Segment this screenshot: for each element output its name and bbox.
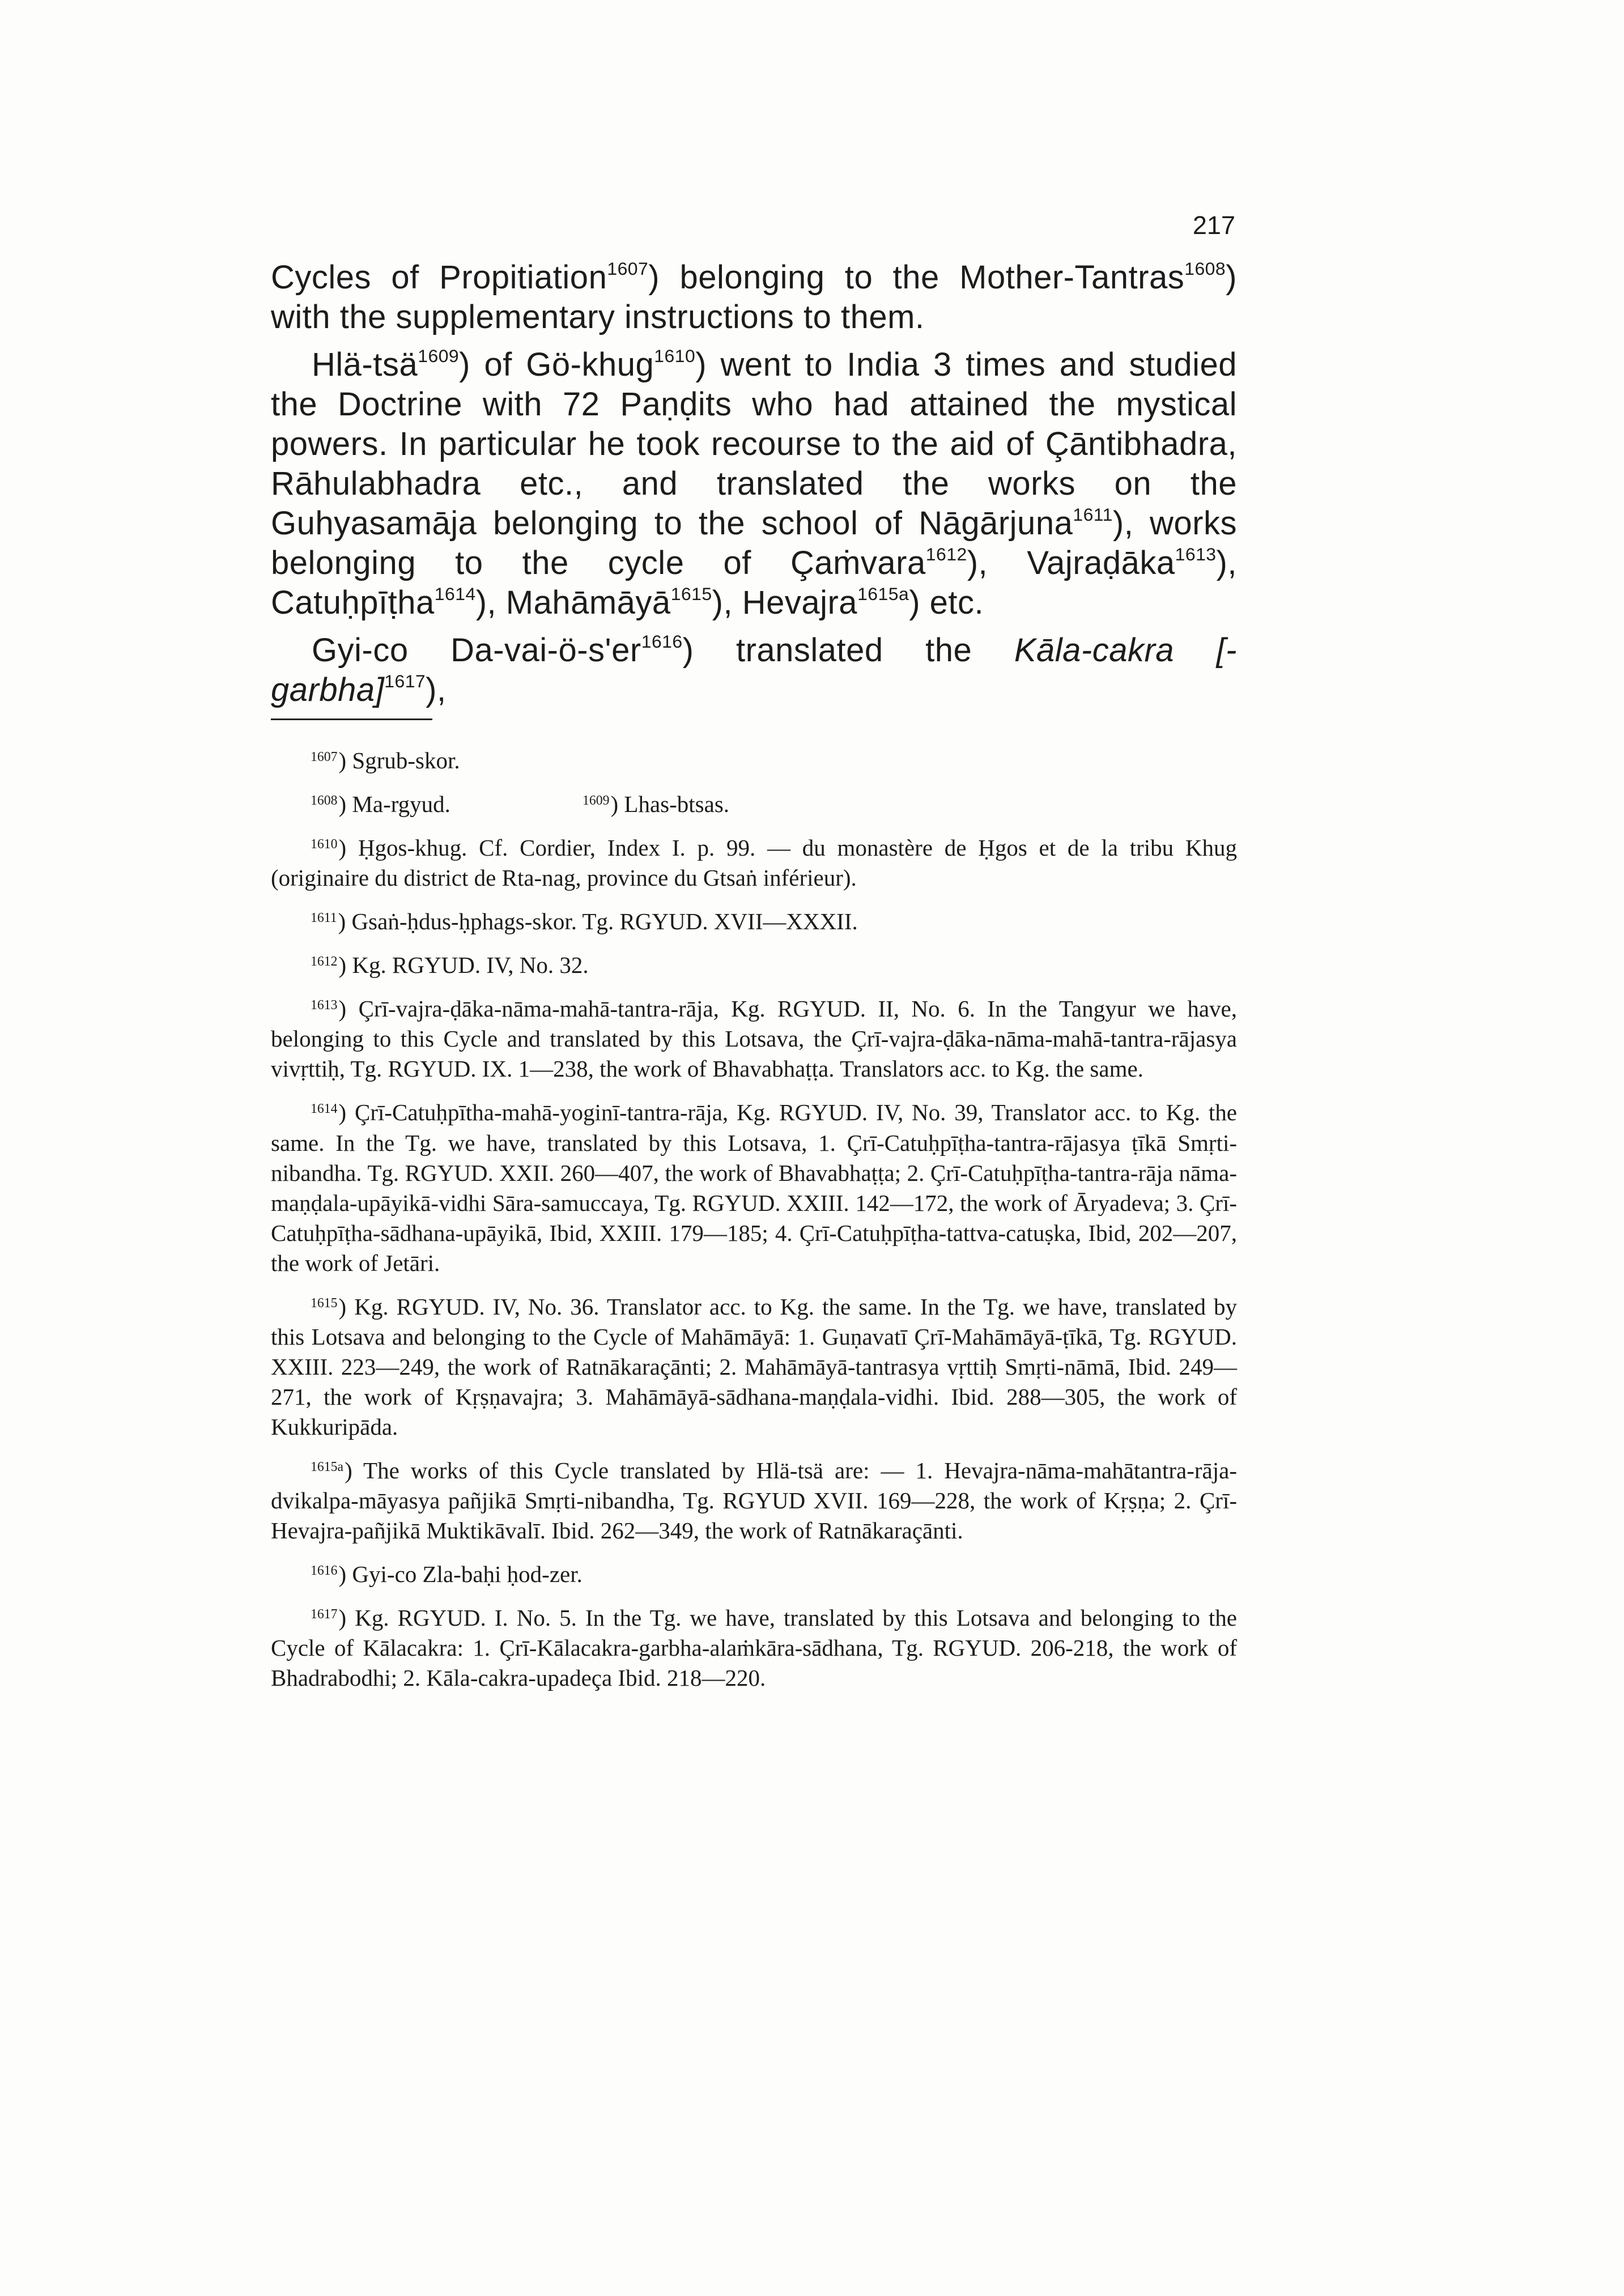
footnote-1614 xyxy=(271,1094,1237,1278)
text-run: ), Hevajra xyxy=(712,584,858,621)
text-run: Cycles of Propitiation xyxy=(271,259,607,296)
footnote-text: ) Çrī-vajra-ḍāka-nāma-mahā-tantra-rāja, Kg. RGYUD. II, No. 6. In the Tangyur we have, belonging to this Cycle and translated by this Lotsava, the Çrī-vajra-ḍāka-nāma-mahā-tantra-rājasya vivṛttiḥ, Tg. RGYUD. IX. 1—238, the work of Bhavabhaṭṭa. Translators acc. to Kg. the same. xyxy=(271,996,1237,1082)
text-run: ) with the supplementary instructions to them. xyxy=(271,259,1237,335)
footnote-number: 1614 xyxy=(311,1102,338,1117)
footnote-1612 xyxy=(271,947,1237,980)
footnote-number: 1612 xyxy=(311,954,338,970)
footnote-1617 xyxy=(271,1600,1237,1693)
footnote-number: 1609 xyxy=(583,793,610,809)
paragraph-1 xyxy=(271,258,1237,337)
text-run: ) went to India 3 times and studied the Doctrine with 72 Paṇḍits who had attained the mystical powers. In particular he took recourse to the aid of Çāntibhadra, Rāhulabhadra etc., and translated the works on the Guhyasamāja belonging to the school of Nāgārjuna xyxy=(271,346,1237,542)
footnote-1610 xyxy=(271,830,1237,893)
footnote-text: ) Gsaṅ-ḥdus-ḥphags-skor. Tg. RGYUD. XVII—XXXII. xyxy=(338,908,858,935)
footnote-number: 1610 xyxy=(311,837,338,852)
footnote-ref: 1611 xyxy=(1073,504,1113,525)
footnotes xyxy=(271,742,1237,1703)
paragraph-2 xyxy=(271,345,1237,623)
footnote-ref: 1616 xyxy=(641,631,683,652)
text-run: ) translated the xyxy=(682,632,1014,669)
footnote-1608-1609 xyxy=(271,786,1237,819)
footnote-ref: 1615 xyxy=(670,584,712,605)
text-run: ) belonging to the Mother-Tantras xyxy=(648,259,1185,296)
footnote-divider xyxy=(271,718,432,720)
footnote-text: ) Gyi-co Zla-baḥi ḥod-zer. xyxy=(338,1561,583,1587)
main-text xyxy=(271,258,1237,710)
footnote-1613 xyxy=(271,990,1237,1084)
footnote-ref: 1617 xyxy=(384,671,426,692)
footnote-text: ) Lhas-btsas. xyxy=(610,791,730,818)
footnote-number: 1613 xyxy=(311,998,338,1013)
footnote-ref: 1607 xyxy=(607,258,649,279)
footnote-1616 xyxy=(271,1556,1237,1589)
text-run: ), Vajraḍāka xyxy=(967,545,1175,581)
footnote-text: ) Ḥgos-khug. Cf. Cordier, Index I. p. 99. — du monastère de Ḥgos et de la tribu Khug (originaire du district de Rta-nag, province du Gtsaṅ inférieur). xyxy=(271,835,1237,891)
text-run: Gyi-co Da-vai-ö-s'er xyxy=(312,632,641,669)
footnote-ref: 1608 xyxy=(1184,258,1226,279)
text-run: ), works belonging to the cycle of Çaṁvara xyxy=(271,505,1237,581)
paragraph-3 xyxy=(271,631,1237,710)
footnote-ref: 1614 xyxy=(434,584,476,605)
footnote-text: ) Çrī-Catuḥpītha-mahā-yoginī-tantra-rāja, Kg. RGYUD. IV, No. 39, Translator acc. to Kg. the same. In the Tg. we have, translated by this Lotsava, 1. Çrī-Catuḥpīṭha-tantra-rājasya ṭīkā Smṛti-nibandha. Tg. RGYUD. XXII. 260—407, the work of Bhavabhaṭṭa; 2. Çrī-Catuḥpīṭha-tantra-rāja nāma-maṇḍala-upāyikā-vidhi Sāra-samuccaya, Tg. RGYUD. XXIII. 142—172, the work of Āryadeva; 3. Çrī-Catuḥpīṭha-sādhana-upāyikā, Ibid, XXIII. 179—185; 4. Çrī-Catuḥpīṭha-tattva-catuṣka, Ibid, 202—207, the work of Jetāri. xyxy=(271,1099,1237,1276)
footnote-1607 xyxy=(271,742,1237,776)
footnote-ref: 1612 xyxy=(925,544,967,565)
footnote-text: ) Kg. RGYUD. I. No. 5. In the Tg. we have, translated by this Lotsava and belonging to the Cycle of Kālacakra: 1. Çrī-Kālacakra-garbha-alaṁkāra-sādhana, Tg. RGYUD. 206-218, the work of Bhadrabodhi; 2. Kāla-cakra-upadeça Ibid. 218—220. xyxy=(271,1604,1237,1691)
footnote-ref: 1610 xyxy=(654,346,696,367)
text-run: ) of Gö-khug xyxy=(459,346,654,383)
footnote-text: ) Ma-rgyud. xyxy=(338,791,450,818)
footnote-1611 xyxy=(271,903,1237,937)
footnote-number: 1611 xyxy=(311,911,337,926)
footnote-number: 1616 xyxy=(311,1563,338,1578)
footnote-text: ) Kg. RGYUD. IV, No. 32. xyxy=(338,952,589,979)
footnote-number: 1617 xyxy=(311,1606,338,1622)
text-run: ) etc. xyxy=(909,584,984,621)
text-run: ), xyxy=(426,671,447,708)
footnote-1615 xyxy=(271,1289,1237,1442)
page-number: 217 xyxy=(1192,211,1235,240)
footnote-number: 1615a xyxy=(311,1459,344,1474)
footnote-ref: 1613 xyxy=(1175,544,1217,565)
footnote-1615a xyxy=(271,1452,1237,1546)
footnote-number: 1607 xyxy=(311,750,338,764)
text-run: ), Mahāmāyā xyxy=(475,584,671,621)
text-run: Hlä-tsä xyxy=(312,346,418,383)
work-title: Kāla-cakra [-garbha] xyxy=(271,632,1237,708)
footnote-1609 xyxy=(583,786,729,819)
footnote-text: ) Kg. RGYUD. IV, No. 36. Translator acc. to Kg. the same. In the Tg. we have, translated by this Lotsava and belonging to the Cycle of Mahāmāyā: 1. Guṇavatī Çrī-Mahāmāyā-ṭīkā, Tg. RGYUD. XXIII. 223—249, the work of Ratnākaraçānti; 2. Mahāmāyā-tantrasya vṛttiḥ Smṛti-nāmā, Ibid. 249—271, the work of Kṛṣṇavajra; 3. Mahāmāyā-sādhana-maṇḍala-vidhi. Ibid. 288—305, the work of Kukkuripāda. xyxy=(271,1293,1237,1440)
footnote-text: ) The works of this Cycle translated by Hlä-tsä are: — 1. Hevajra-nāma-mahātantra-rāja-dvikalpa-māyasya pañjikā Smṛti-nibandha, Tg. RGYUD XVII. 169—228, the work of Kṛṣṇa; 2. Çrī-Hevajra-pañjikā Muktikāvalī. Ibid. 262—349, the work of Ratnākaraçānti. xyxy=(271,1457,1237,1544)
footnote-ref: 1615a xyxy=(857,584,909,605)
footnote-1608 xyxy=(311,786,583,819)
footnote-text: ) Sgrub-skor. xyxy=(338,747,460,774)
footnote-number: 1615 xyxy=(311,1295,338,1311)
footnote-number: 1608 xyxy=(311,793,338,809)
footnote-ref: 1609 xyxy=(418,346,460,367)
text-run: ), Catuḥpīṭha xyxy=(271,545,1237,621)
